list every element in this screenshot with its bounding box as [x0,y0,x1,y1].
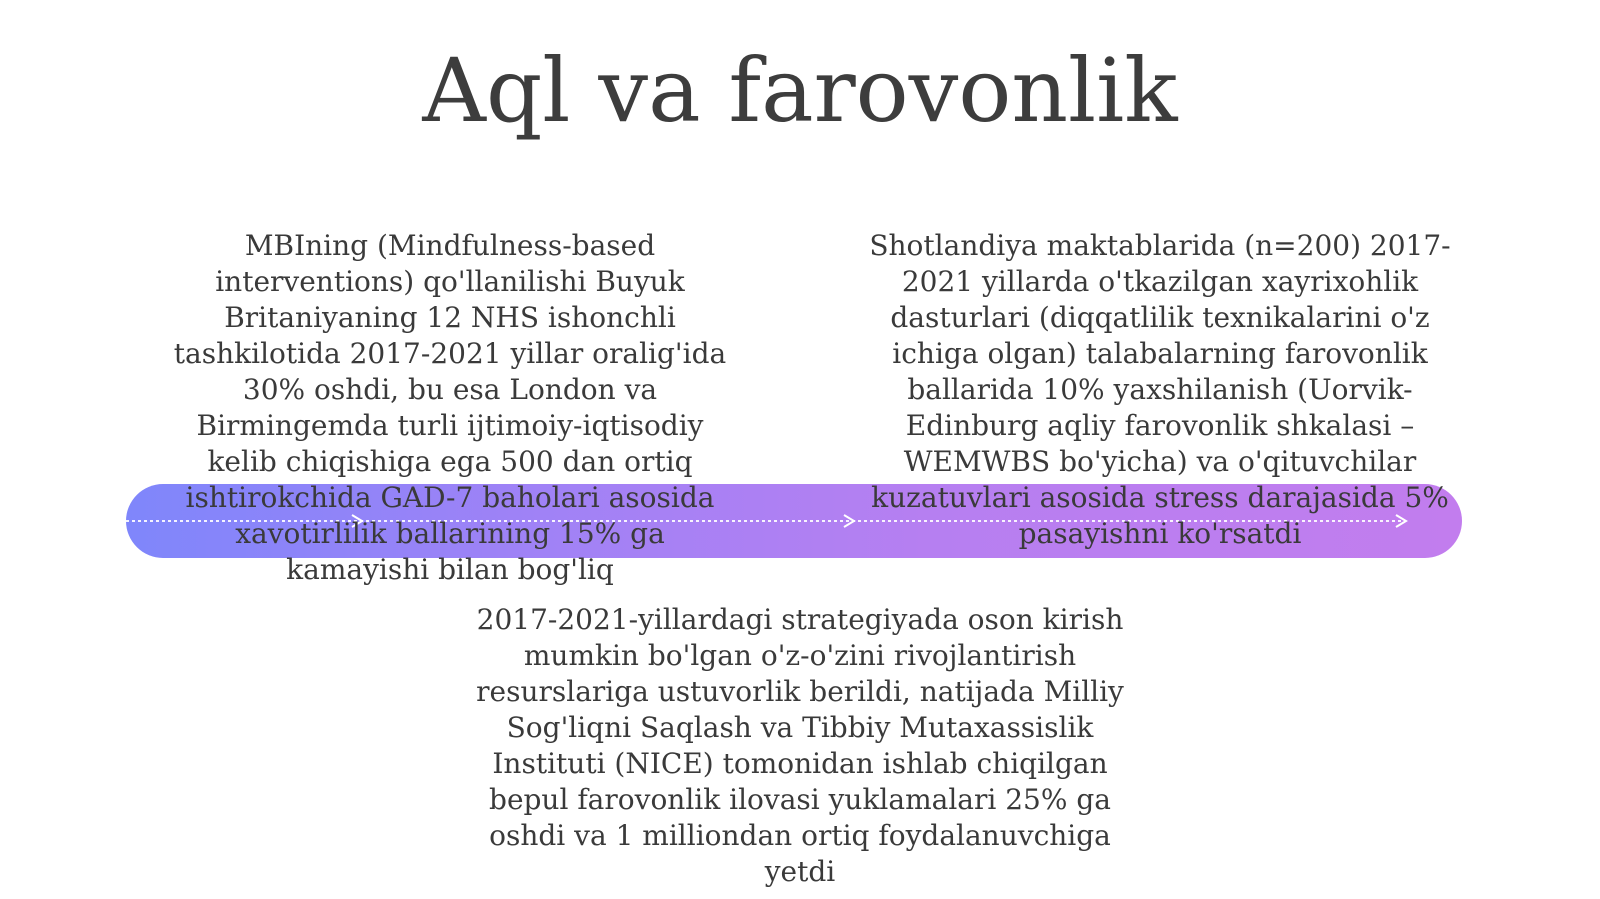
timeline-item-text-3: 2017-2021-yillardagi strategiyada oson kirish mumkin bo'lgan o'z-o'zini rivojlantirish resurslariga ustuvorlik berildi, natijada Milliy Sog'liqni Saqlash va Tibbiy Mutaxassislik Instituti (NICE) tomonidan ishlab chiqilgan bepul farovonlik ilovasi yuklamalari 25% ga oshdi va 1 milliondan ortiq foydalanuvchiga yetdi [476,603,1124,888]
timeline-item-text-1: MBIning (Mindfulness-based interventions) qo'llanilishi Buyuk Britaniyaning 12 NHS ishonchli tashkilotida 2017-2021 yillar oralig'ida 30% oshdi, bu esa London va Birmingemda turli ijtimoiy-iqtisodiy kelib chiqishiga ega 500 dan ortiq ishtirokchida GAD-7 baholari asosida xavotirlilik ballarining 15% ga kamayishi bilan bog'liq [173,229,727,586]
slide-title: Aql va farovonlik [422,39,1178,142]
timeline-item-text-2: Shotlandiya maktablarida (n=200) 2017-2021 yillarda o'tkazilgan xayrixohlik dasturlari (diqqatlilik texnikalarini o'z ichiga olgan) talabalarning farovonlik ballarida 10% yaxshilanish (Uorvik-Edinburg aqliy farovonlik shkalasi – WEMWBS bo'yicha) va o'qituvchilar kuzatuvlari asosida stress darajasida 5% pasayishni ko'rsatdi [869,229,1451,550]
